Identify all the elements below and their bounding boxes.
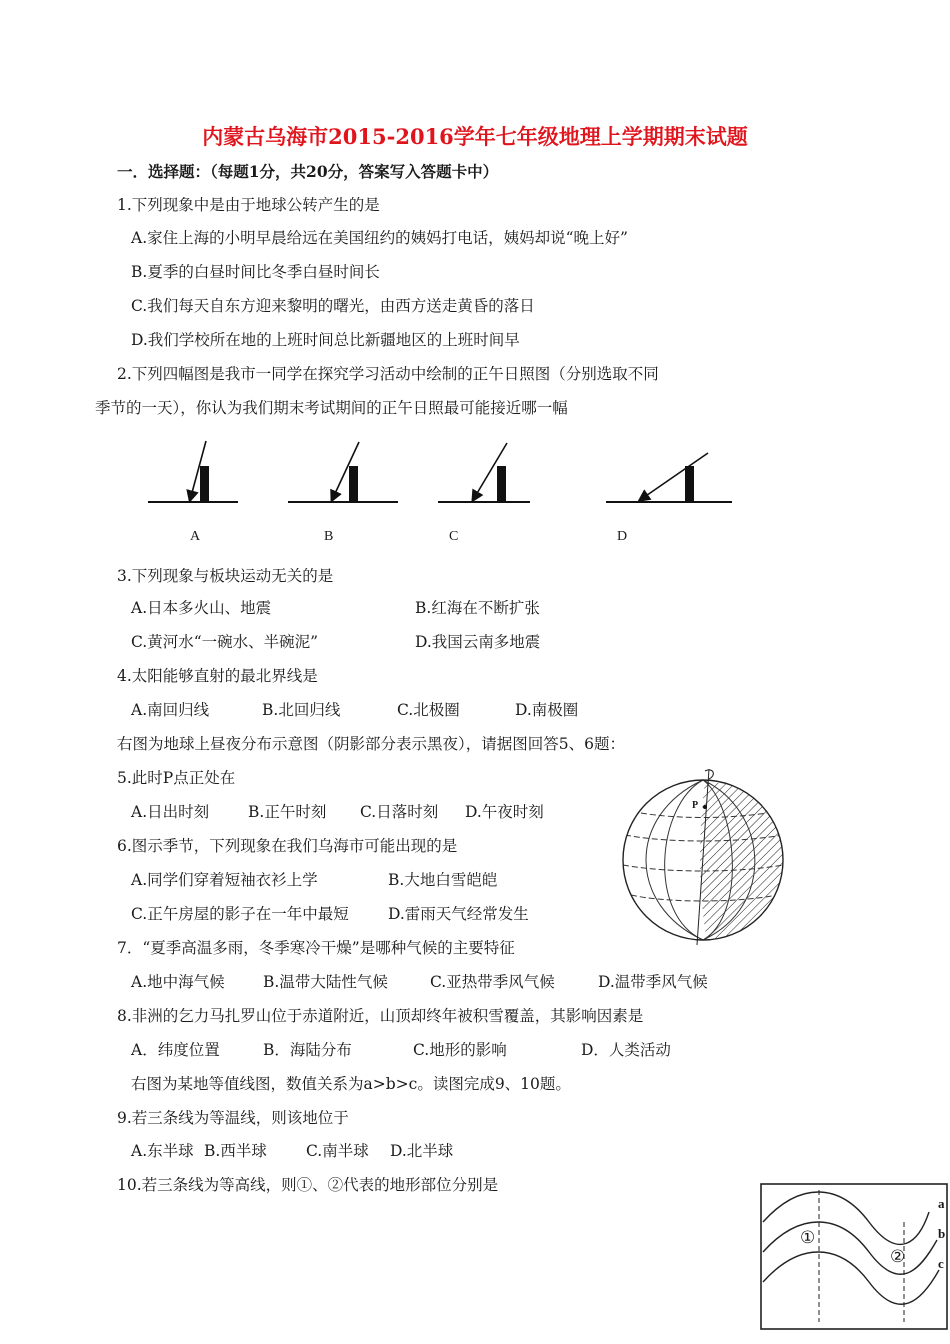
q3-option-c: C.黄河水“一碗水、半碗泥” <box>131 633 319 651</box>
q2-stem-line2: 季节的一天），你认为我们期末考试期间的正午日照最可能接近哪一幅 <box>95 399 568 417</box>
intro-q5-q6: 右图为地球上昼夜分布示意图（阴影部分表示黑夜），请据图回答5、6题： <box>117 735 625 753</box>
contour-label-a: a <box>938 1196 945 1211</box>
q4-option-a: A.南回归线 <box>131 701 210 719</box>
q7-option-c: C.亚热带季风气候 <box>430 973 555 991</box>
q9-option-d: D.北半球 <box>390 1142 454 1160</box>
diagram-d <box>606 453 732 502</box>
noon-sun-diagrams <box>130 435 750 515</box>
q4-option-d: D.南极圈 <box>515 701 579 719</box>
diagram-a <box>148 441 238 502</box>
q7-option-b: B.温带大陆性气候 <box>263 973 388 991</box>
contour-label-c: c <box>938 1256 944 1271</box>
day-night-globe <box>617 765 787 945</box>
intro-q9-q10: 右图为某地等值线图，数值关系为a>b>c。读图完成9、10题。 <box>131 1075 571 1093</box>
contour-label-b: b <box>938 1226 946 1241</box>
diagram-b <box>288 442 398 502</box>
q5-option-d: D.午夜时刻 <box>465 803 544 821</box>
q8-option-c: C.地形的影响 <box>413 1041 507 1059</box>
q8-option-b: B．海陆分布 <box>263 1041 352 1059</box>
diagram-label-d: D <box>617 529 628 544</box>
q9-stem: 9.若三条线为等温线，则该地位于 <box>117 1109 349 1127</box>
q5-option-a: A.日出时刻 <box>131 803 210 821</box>
contour-diagram <box>759 1182 949 1332</box>
q10-stem: 10.若三条线为等高线，则①、②代表的地形部位分别是 <box>117 1176 499 1194</box>
q5-stem: 5.此时P点正处在 <box>117 769 236 787</box>
q3-option-d: D.我国云南多地震 <box>415 633 541 651</box>
q6-stem: 6.图示季节，下列现象在我们乌海市可能出现的是 <box>117 837 458 855</box>
page-title: 内蒙古乌海市2015-2016学年七年级地理上学期期末试题 <box>202 124 748 149</box>
q7-stem: 7．“夏季高温多雨，冬季寒冷干燥”是哪种气候的主要特征 <box>117 939 515 957</box>
q8-stem: 8.非洲的乞力马扎罗山位于赤道附近，山顶却终年被积雪覆盖，其影响因素是 <box>117 1007 644 1025</box>
diagram-c <box>438 443 530 502</box>
q1-option-c: C.我们每天自东方迎来黎明的曙光，由西方送走黄昏的落日 <box>131 297 535 315</box>
q3-stem: 3.下列现象与板块运动无关的是 <box>117 567 334 585</box>
q6-option-c: C.正午房屋的影子在一年中最短 <box>131 905 349 923</box>
q1-option-b: B.夏季的白昼时间比冬季白昼时间长 <box>131 263 380 281</box>
q5-option-c: C.日落时刻 <box>360 803 439 821</box>
contour-marker-2: ② <box>890 1247 906 1266</box>
section-heading: 一．选择题：（每题1分，共20分，答案写入答题卡中） <box>117 162 499 181</box>
q9-option-a: A.东半球 <box>131 1142 194 1160</box>
q3-option-b: B.红海在不断扩张 <box>415 599 540 617</box>
diagram-label-a: A <box>190 529 201 544</box>
q9-option-c: C.南半球 <box>306 1142 369 1160</box>
diagram-label-b: B <box>324 529 334 544</box>
q2-stem-line1: 2.下列四幅图是我市一同学在探究学习活动中绘制的正午日照图（分别选取不同 <box>117 365 659 383</box>
q1-stem: 1.下列现象中是由于地球公转产生的是 <box>117 196 380 214</box>
q4-option-b: B.北回归线 <box>262 701 341 719</box>
q4-option-c: C.北极圈 <box>397 701 460 719</box>
q8-option-a: A．纬度位置 <box>131 1041 220 1059</box>
diagram-label-c: C <box>449 529 459 544</box>
q7-option-a: A.地中海气候 <box>131 973 225 991</box>
q9-option-b: B.西半球 <box>204 1142 267 1160</box>
q7-option-d: D.温带季风气候 <box>598 973 708 991</box>
q1-option-a: A.家住上海的小明早晨给远在美国纽约的姨妈打电话，姨妈却说“晚上好” <box>131 229 628 247</box>
globe-point-label: P <box>692 800 699 811</box>
q3-option-a: A.日本多火山、地震 <box>131 599 272 617</box>
q1-option-d: D.我们学校所在地的上班时间总比新疆地区的上班时间早 <box>131 331 520 349</box>
q6-option-b: B.大地白雪皑皑 <box>388 871 498 889</box>
q8-option-d: D．人类活动 <box>581 1041 671 1059</box>
contour-marker-1: ① <box>800 1228 816 1247</box>
q6-option-d: D.雷雨天气经常发生 <box>388 905 529 923</box>
q5-option-b: B.正午时刻 <box>248 803 327 821</box>
q4-stem: 4.太阳能够直射的最北界线是 <box>117 667 318 685</box>
q6-option-a: A.同学们穿着短袖衣衫上学 <box>131 871 318 889</box>
